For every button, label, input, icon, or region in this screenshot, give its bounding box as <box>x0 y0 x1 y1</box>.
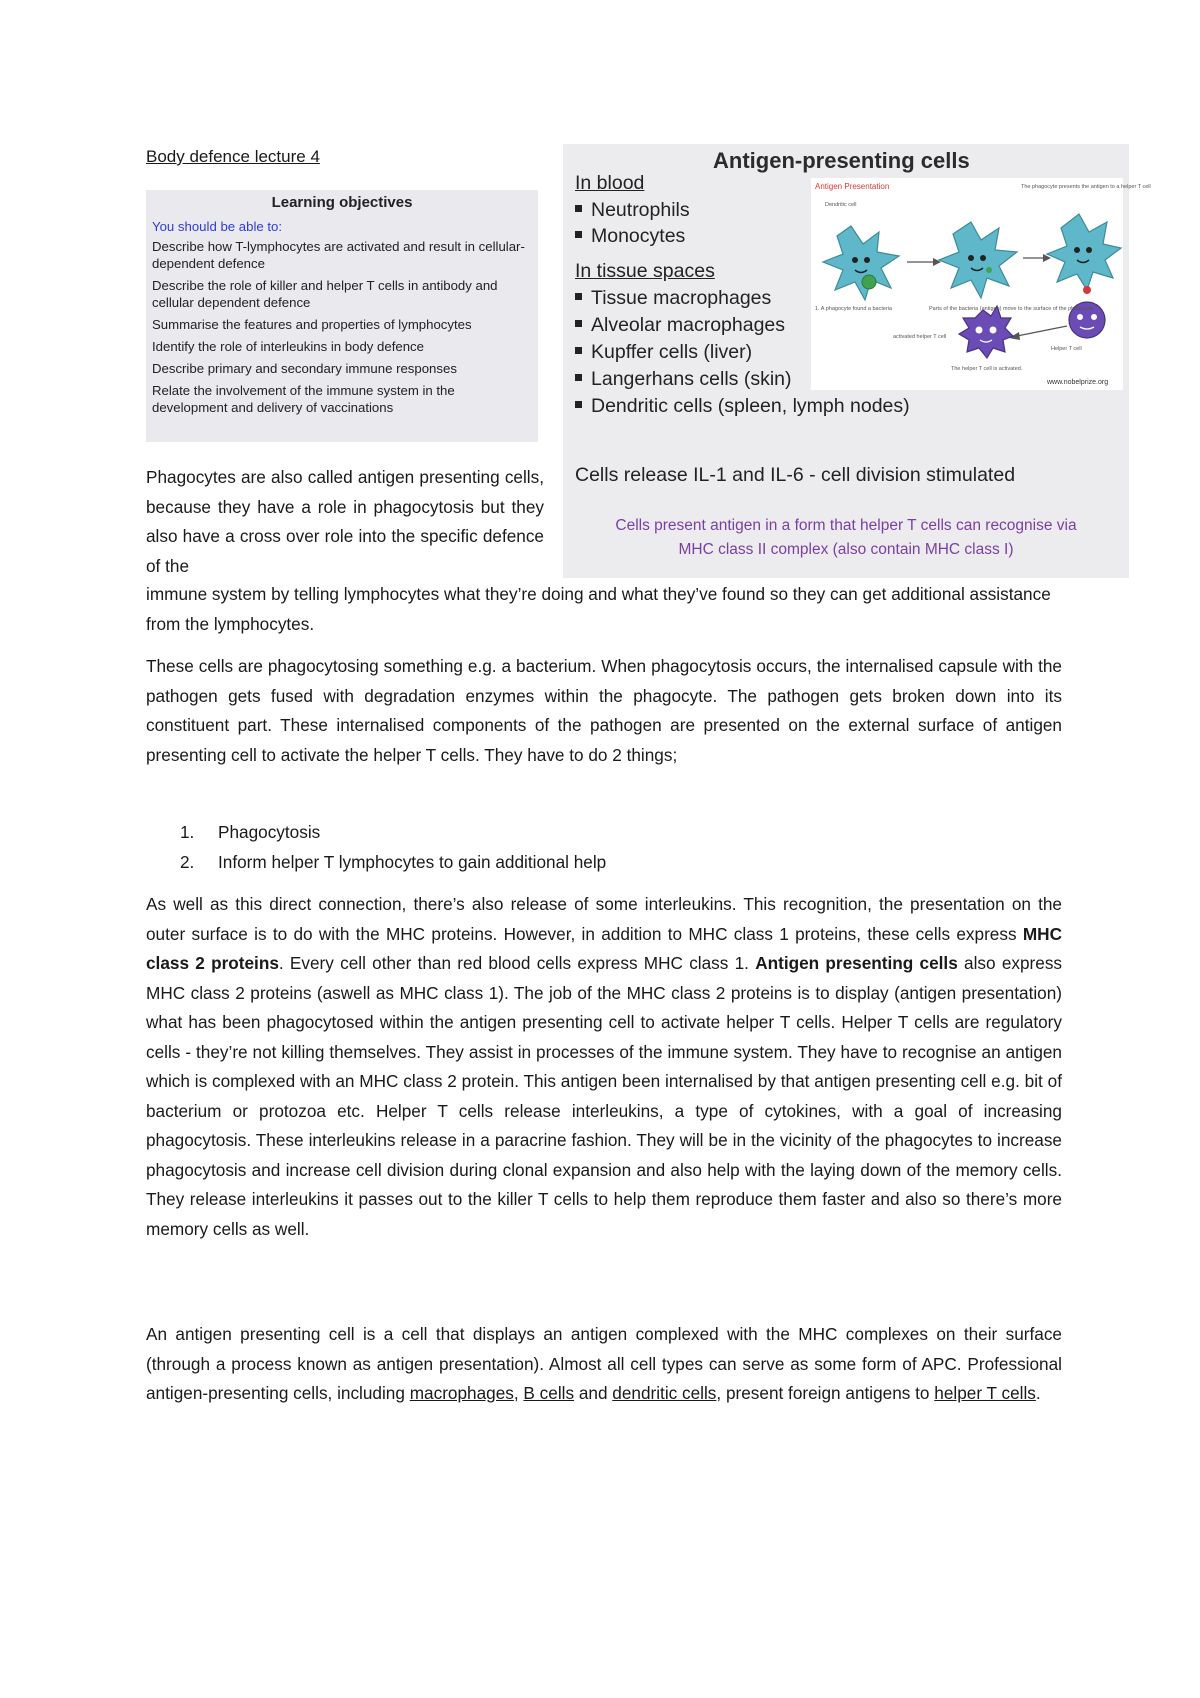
helper-t-cells-link[interactable]: helper T cells <box>934 1383 1036 1403</box>
mhc-text: . Every cell other than red blood cells express MHC class 1. <box>278 953 756 973</box>
objective-item: Identify the role of interleukins in body defence <box>152 339 424 354</box>
diagram-title: Antigen Presentation <box>815 182 890 191</box>
definition-text: and <box>574 1383 613 1403</box>
bullet-icon <box>575 293 582 300</box>
phagocytosis-paragraph: These cells are phagocytosing something e.g. a bacterium. When phagocytosis occurs, the internalised capsule with the pathogen gets fused with degradation enzymes within the phagocyte. The pathogen gets broken down into its constituent part. These internalised components of the pathogen are presented on the external surface of antigen presenting cell to activate the helper T cells. They have to do 2 things; <box>146 656 1062 765</box>
blood-bullet-item <box>575 225 685 248</box>
macrophages-link[interactable]: macrophages <box>409 1383 514 1403</box>
b-cells-link[interactable]: B cells <box>523 1383 575 1403</box>
label-helper-t-cell: Helper T cell <box>1051 346 1082 352</box>
list-item <box>180 848 606 878</box>
definition-text: , <box>513 1383 524 1403</box>
bullet-label: Alveolar macrophages <box>591 314 786 336</box>
arrow-icon <box>1009 326 1067 340</box>
tissue-bullet-item <box>575 341 752 364</box>
tissue-bullet-item <box>575 395 910 418</box>
bullet-label: Tissue macrophages <box>591 287 772 309</box>
activated-t-cell-icon <box>959 306 1013 358</box>
present-antigen-line: MHC class II complex (also contain MHC class I) <box>678 541 1014 558</box>
learning-objectives-intro: You should be able to: <box>152 219 283 234</box>
list-text: Inform helper T lymphocytes to gain additional help <box>218 851 607 872</box>
list-number: 1. <box>180 822 195 842</box>
definition-text: An antigen presenting cell is a cell that displays an antigen complexed with the MHC complexes on their surface (through a process known as antigen presentation). Almost all cell types can serve as some form of APC. Professional antigen-presenting cells, including <box>146 1324 1062 1403</box>
present-antigen-text <box>563 514 1129 562</box>
antigen-presentation-illustration <box>811 178 1151 390</box>
bullet-icon <box>575 374 582 381</box>
label-step1: 1. A phagocyte found a bacteria <box>815 306 893 312</box>
bullet-label: Monocytes <box>591 225 686 247</box>
list-item <box>180 818 606 848</box>
tissue-bullet-item <box>575 287 771 310</box>
bullet-icon <box>575 320 582 327</box>
dendritic-cell-icon <box>823 226 899 300</box>
mhc-text: also express MHC class 2 proteins (aswell as MHC class 1). The job of the MHC class 2 proteins is to display (antigen presentation) what has been phagocytosed within the antigen presenting cell to activate helper T cells. Helper T cells are regulatory cells - they’re not killing themselves. They assist in processes of the immune system. They have to recognise an antigen which is complexed with an MHC class 2 protein. This antigen been internalised by that antigen presenting cell e.g. bit of bacterium or protozoa etc. Helper T cells release interleukins, a type of cytokines, with a goal of increasing phagocytosis. These interleukins release in a paracrine fashion. They will be in the vicinity of the phagocytes to increase phagocytosis and increase cell division during clonal expansion and also help with the laying down of the memory cells. They release interleukins it passes out to the killer T cells to help them reproduce them faster and also so there’s more memory cells as well. <box>146 953 1063 1239</box>
learning-objectives-box <box>146 190 538 442</box>
label-activated-helper: activated helper T cell <box>893 334 947 340</box>
label-dendritic-cell: Dendritic cell <box>825 202 857 208</box>
apc-slide-title: Antigen-presenting cells <box>713 148 970 173</box>
tissue-bullet-item <box>575 368 792 391</box>
dendritic-cells-link[interactable]: dendritic cells <box>612 1383 717 1403</box>
arrow-icon <box>907 258 941 266</box>
label-step3: The phagocyte presents the antigen to a helper T cell <box>1021 184 1151 190</box>
bullet-label: Langerhans cells (skin) <box>591 368 792 390</box>
in-blood-heading: In blood <box>575 172 645 194</box>
objective-item: Summarise the features and properties of lymphocytes <box>152 317 472 332</box>
diagram-credit: www.nobelprize.org <box>1047 379 1109 386</box>
bullet-icon <box>575 401 582 408</box>
definition-text: . <box>1035 1383 1041 1403</box>
apc-slide <box>563 144 1151 578</box>
release-interleukins-text: Cells release IL-1 and IL-6 - cell division stimulated <box>575 464 1016 486</box>
dendritic-cell-icon <box>939 222 1017 298</box>
present-antigen-line: Cells present antigen in a form that helper T cells can recognise via <box>615 517 1077 534</box>
objective-item: Relate the involvement of the immune system in the development and delivery of vaccinations <box>152 383 455 415</box>
label-step2: Parts of the bacteria (antigen) move to the surface of the phagocyte <box>929 306 1094 312</box>
intro-paragraph: Phagocytes are also called antigen presenting cells, because they have a role in phagocytosis but they also have a cross over role into the specific defence of the <box>146 467 544 576</box>
numbered-list <box>180 818 606 877</box>
bullet-label: Dendritic cells (spleen, lymph nodes) <box>591 395 910 417</box>
objective-item: Describe the role of killer and helper T cells in antibody and cellular dependent defence <box>152 278 498 310</box>
objective-item: Describe how T-lymphocytes are activated and result in cellular-dependent defence <box>152 239 525 271</box>
arrow-icon <box>1023 254 1051 262</box>
bullet-label: Neutrophils <box>591 199 690 221</box>
definition-text: , present foreign antigens to <box>716 1383 935 1403</box>
learning-objectives-title: Learning objectives <box>271 194 413 211</box>
bullet-label: Kupffer cells (liver) <box>591 341 753 363</box>
bullet-icon <box>575 347 582 354</box>
apc-emphasis: Antigen presenting cells <box>755 953 958 973</box>
mhc-class-2-emphasis: MHC class 2 proteins <box>146 923 1062 973</box>
apc-definition-paragraph <box>146 1320 1062 1409</box>
tissue-spaces-heading: In tissue spaces <box>575 260 715 282</box>
bullet-icon <box>575 231 582 238</box>
objective-item: Describe primary and secondary immune responses <box>152 361 457 376</box>
document-title: Body defence lecture 4 <box>146 147 320 166</box>
dendritic-cell-icon <box>1047 214 1121 294</box>
blood-bullet-item <box>575 199 690 222</box>
mhc-paragraph <box>146 890 1062 1244</box>
mhc-text: As well as this direct connection, there’s also release of some interleukins. This recognition, the presentation on the outer surface is to do with the MHC proteins. However, in addition to MHC class 1 proteins, these cells express <box>146 894 1062 944</box>
bullet-icon <box>575 205 582 212</box>
intro-paragraph-continued: immune system by telling lymphocytes what they’re doing and what they’ve found so they can get additional assistance from the lymphocytes. <box>146 584 1051 634</box>
list-text: Phagocytosis <box>218 822 321 842</box>
list-number: 2. <box>180 851 195 872</box>
antigen-presentation-diagram <box>811 178 1151 390</box>
label-helper-activated: The helper T cell is activated. <box>951 366 1023 372</box>
tissue-bullet-item <box>575 314 785 337</box>
